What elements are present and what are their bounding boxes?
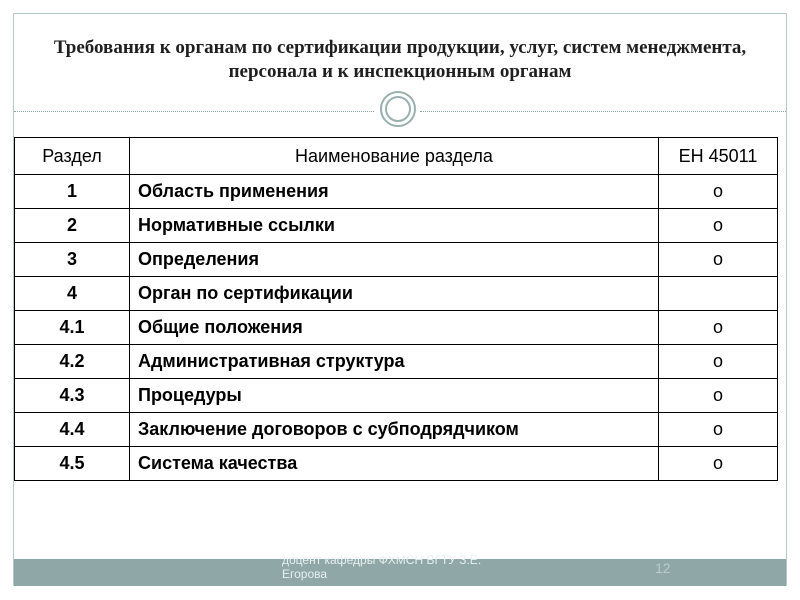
title-divider-left — [14, 111, 374, 112]
header-section: Раздел — [15, 138, 130, 175]
row-mark — [659, 277, 778, 311]
slide-title: Требования к органам по сертификации продукции, услуг, систем менеджмента, персонала и к инспекционным органам — [53, 37, 747, 82]
row-name: Определения — [130, 243, 659, 277]
row-section: 4.1 — [15, 311, 130, 345]
table-row — [15, 243, 778, 277]
row-section: 4.2 — [15, 345, 130, 379]
row-name: Процедуры — [130, 379, 659, 413]
table-row — [15, 379, 778, 413]
table-row — [15, 413, 778, 447]
sections-table — [14, 137, 778, 481]
row-mark: о — [659, 175, 778, 209]
table-row — [15, 345, 778, 379]
row-name: Заключение договоров с субподрядчиком — [130, 413, 659, 447]
row-mark: о — [659, 345, 778, 379]
row-mark: о — [659, 413, 778, 447]
table-header-row — [15, 138, 778, 175]
row-section: 4.5 — [15, 447, 130, 481]
row-name: Система качества — [130, 447, 659, 481]
table-row — [15, 209, 778, 243]
title-divider-right — [420, 111, 786, 112]
page-number: 12 — [655, 560, 671, 576]
row-name: Нормативные ссылки — [130, 209, 659, 243]
row-name: Область применения — [130, 175, 659, 209]
row-section: 1 — [15, 175, 130, 209]
table-row — [15, 277, 778, 311]
circle-ornament-icon — [380, 91, 416, 127]
row-name: Орган по сертификации — [130, 277, 659, 311]
footer-author: доцент кафедры ФХМСН ВГТУ З.Е. Егорова — [282, 553, 482, 581]
row-mark: о — [659, 243, 778, 277]
row-name: Общие положения — [130, 311, 659, 345]
row-name: Административная структура — [130, 345, 659, 379]
row-mark: о — [659, 209, 778, 243]
row-section: 4.3 — [15, 379, 130, 413]
row-section: 4 — [15, 277, 130, 311]
header-name: Наименование раздела — [130, 138, 659, 175]
row-mark: о — [659, 379, 778, 413]
table-row — [15, 311, 778, 345]
table-row — [15, 447, 778, 481]
table-row — [15, 175, 778, 209]
header-standard: ЕН 45011 — [659, 138, 778, 175]
row-section: 2 — [15, 209, 130, 243]
row-mark: о — [659, 447, 778, 481]
row-section: 3 — [15, 243, 130, 277]
row-section: 4.4 — [15, 413, 130, 447]
row-mark: о — [659, 311, 778, 345]
